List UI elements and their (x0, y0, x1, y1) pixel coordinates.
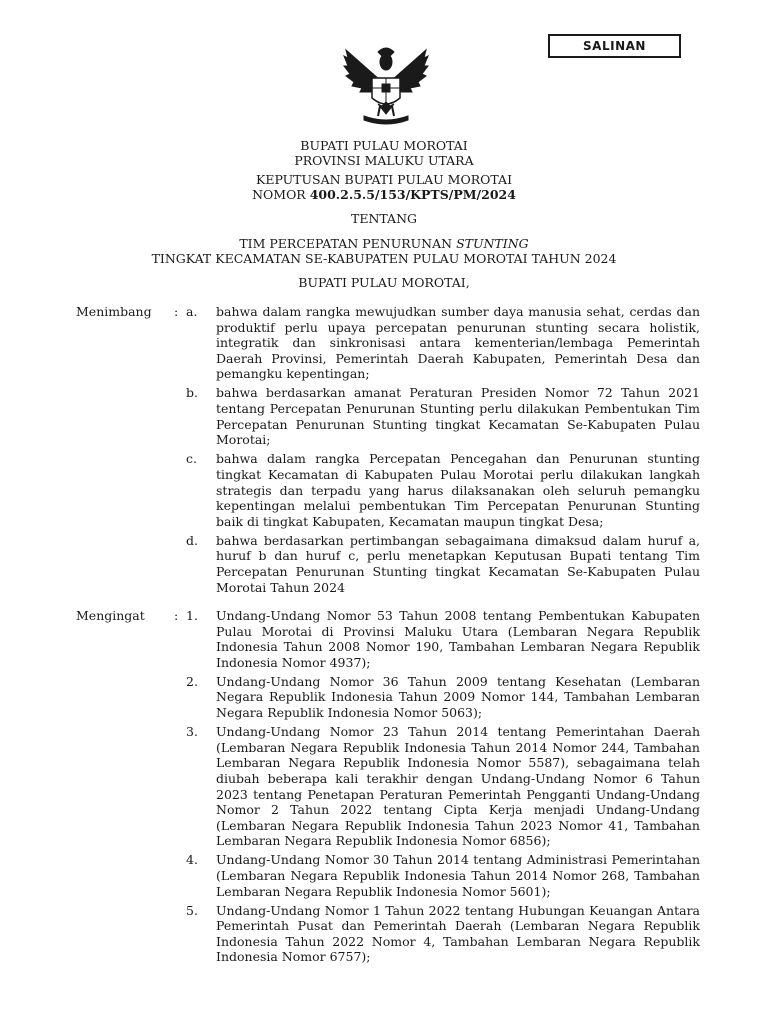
regent-line-1: BUPATI PULAU MOROTAI (300, 138, 468, 153)
decree-number (0, 187, 768, 202)
subject-heading (0, 236, 768, 266)
decree-number-value: 400.2.5.5/153/KPTS/PM/2024 (309, 187, 516, 202)
subject-stunting: STUNTING (456, 236, 529, 251)
salinan-stamp: SALINAN (548, 34, 681, 58)
item-text: bahwa berdasarkan amanat Peraturan Presiden Nomor 72 Tahun 2021 tentang Percepatan Penurunan Stunting perlu dilakukan Pembentukan Tim Percepatan Penurunan Stunting tingkat Kecamatan Se-Kabupaten Pulau Morotai; (216, 385, 700, 448)
issuer-heading (0, 275, 768, 290)
subject-line-2: TINGKAT KECAMATAN SE-KABUPATEN PULAU MOROTAI TAHUN 2024 (151, 251, 617, 266)
list-item (186, 608, 700, 670)
item-marker: 3. (186, 724, 198, 740)
mengingat-list (186, 608, 700, 969)
about-heading (0, 211, 768, 226)
menimbang-label: Menimbang (76, 304, 152, 319)
item-marker: b. (186, 385, 198, 401)
decree-title: KEPUTUSAN BUPATI PULAU MOROTAI (255, 172, 513, 187)
list-item (186, 852, 700, 899)
subject-text: TIM PERCEPATAN PENURUNAN (239, 236, 457, 251)
item-text: Undang-Undang Nomor 23 Tahun 2014 tentang Pemerintahan Daerah (Lembaran Negara Republik Indonesia Tahun 2014 Nomor 244, Tambahan Lembaran Negara Republik Indonesia Nomor 5587), sebagaimana telah diubah beberapa kali terakhir dengan Undang-Undang Nomor 6 Tahun 2023 tentang Penetapan Peraturan Pemerintah Pengganti Undang-Undang Nomor 2 Tahun 2022 tentang Cipta Kerja menjadi Undang-Undang (Lembaran Negara Republik Indonesia Tahun 2023 Nomor 41, Tambahan Lembaran Negara Republik Indonesia Nomor 6856); (216, 724, 700, 849)
item-marker: d. (186, 532, 198, 548)
item-marker: 5. (186, 902, 198, 918)
menimbang-colon: : (174, 304, 179, 319)
item-text: bahwa berdasarkan pertimbangan sebagaimana dimaksud dalam huruf a, huruf b dan huruf c, perlu menetapkan Keputusan Bupati tentang Tim Percepatan Penurunan Stunting tingkat Kecamatan Se-Kabupaten Pulau Morotai Tahun 2024 (216, 532, 700, 595)
item-text: Undang-Undang Nomor 1 Tahun 2022 tentang Hubungan Keuangan Antara Pemerintah Pusat dan Pemerintah Daerah (Lembaran Negara Republik Indonesia Tahun 2022 Nomor 4, Tambahan Lembaran Negara Republik Indonesia Nomor 6757); (216, 902, 700, 965)
item-text: bahwa dalam rangka mewujudkan sumber daya manusia sehat, cerdas dan produktif perlu upaya percepatan penurunan stunting secara holistik, integratik dan sinkronisasi antara kementerian/lembaga Pemerintah Daerah Provinsi, Pemerintah Daerah Kabupaten, Pemerintah Desa dan pemangku kepentingan; (216, 304, 700, 382)
menimbang-list (186, 304, 700, 599)
list-item (186, 724, 700, 849)
subject-line-1 (0, 236, 768, 251)
item-marker: 2. (186, 673, 198, 689)
mengingat-label: Mengingat (76, 608, 145, 623)
item-marker: a. (186, 304, 198, 319)
list-item (186, 304, 700, 382)
garuda-pancasila-emblem (340, 40, 432, 126)
item-text: Undang-Undang Nomor 53 Tahun 2008 tentang Pembentukan Kabupaten Pulau Morotai di Provinsi Maluku Utara (Lembaran Negara Republik Indonesia Tahun 2008 Nomor 190, Tambahan Lembaran Negara Republik Indonesia Nomor 4937); (216, 608, 700, 670)
list-item (186, 903, 700, 965)
item-marker: 1. (186, 608, 198, 623)
item-text: bahwa dalam rangka Percepatan Pencegahan dan Penurunan stunting tingkat Kecamatan di Kabupaten Pulau Morotai perlu dilakukan langkah strategis dan terpadu yang harus dilaksanakan oleh seluruh pemangku kepentingan melalui pembentukan Tim Percepatan Penurunan Stunting baik di tingkat Kabupaten, Kecamatan maupun tingkat Desa; (216, 451, 700, 529)
item-text: Undang-Undang Nomor 36 Tahun 2009 tentang Kesehatan (Lembaran Negara Republik Indonesia Tahun 2009 Nomor 144, Tambahan Lembaran Negara Republik Indonesia Nomor 5063); (216, 673, 700, 721)
decree-number-label: NOMOR (252, 187, 310, 202)
item-marker: c. (186, 451, 197, 467)
about-label: TENTANG (350, 211, 417, 226)
mengingat-colon: : (174, 608, 179, 623)
item-marker: 4. (186, 852, 198, 868)
list-item (186, 674, 700, 721)
regent-line-2: PROVINSI MALUKU UTARA (294, 153, 474, 168)
decree-title-block (0, 172, 768, 202)
list-item (186, 385, 700, 447)
regent-heading (0, 138, 768, 168)
list-item (186, 533, 700, 595)
list-item (186, 451, 700, 529)
item-text: Undang-Undang Nomor 30 Tahun 2014 tentang Administrasi Pemerintahan (Lembaran Negara Republik Indonesia Tahun 2014 Nomor 268, Tambahan Lembaran Negara Republik Indonesia Nomor 5601); (216, 852, 700, 899)
issuer-text: BUPATI PULAU MOROTAI, (298, 275, 470, 290)
